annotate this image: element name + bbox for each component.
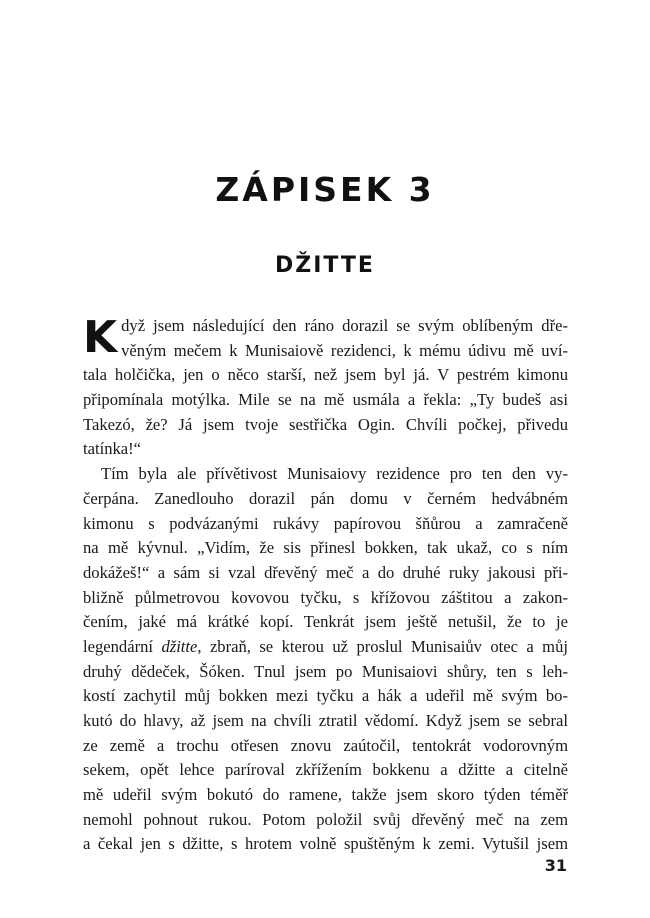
text-line: na mě kývnul. „Vidím, že sis přinesl bokken, tak ukaž, co s ním [83,538,568,558]
text-line: kutó do hlavy, až jsem na chvíli ztratil vědomí. Když jsem se sebral [83,711,568,730]
page-number: 31 [544,856,567,875]
chapter-heading: ZÁPISEK 3 [215,170,435,209]
text-line: Tím byla ale přívětivost Munisaiovy rezidence pro ten den vy- [101,464,568,484]
text-fragment: , zbraň, se kterou už proslul Munisaiův otec a můj [197,636,568,656]
text-line: kostí zachytil můj bokken mezi tyčku a hák a udeřil mě svým bo- [83,686,568,706]
text-line: druhý dědeček, Šóken. Tnul jsem po Munisaiovi shůry, ten s leh- [83,661,568,681]
text-line: kimonu s podvázanými rukávy papírovou šňůrou a zamračeně [83,513,568,533]
text-line: bližně půlmetrovou kovovou tyčku, s křížovou záštitou a zakon- [83,587,568,607]
text-line: dyž jsem následující den ráno dorazil se svým oblíbeným dře- [121,316,568,335]
drop-cap: K [83,312,118,363]
text-line: mě udeřil svým bokutó do ramene, takže jsem skoro týden téměř [83,785,568,805]
chapter-title: DŽITTE [275,253,375,278]
text-line: věným mečem k Munisaiově rezidenci, k mému údivu mě uví- [121,340,568,360]
italic-term: džitte [161,636,198,656]
text-line: sekem, opět lehce paríroval zkřížením bokkenu a džitte a citelně [83,760,568,780]
text-line [83,635,568,660]
text-fragment: legendární [83,636,162,656]
text-line: dokážeš!“ a sám si vzal dřevěný meč a do druhé ruky jakousi při- [83,562,568,582]
body-text [83,314,568,857]
text-line: čením, jaké má krátké kopí. Tenkrát jsem ještě netušil, že to je [83,612,568,632]
text-line: připomínala motýlka. Mile se na mě usmála a řekla: „Ty budeš asi [83,390,568,410]
text-line: nemohl pohnout rukou. Potom položil svůj dřevěný meč na zem [83,809,568,829]
text-line: tatínka!“ [83,439,142,459]
text-line: tala holčička, jen o něco starší, než jsem byl já. V pestrém kimonu [83,365,568,385]
text-line: čerpána. Zanedlouho dorazil pán domu v černém hedvábném [83,488,568,508]
text-line: ze země a trochu otřesen znovu zaútočil, tentokrát vodorovným [83,735,568,755]
text-line: a čekal jen s džitte, s hrotem volně spuštěným k zemi. Vytušil jsem [83,834,568,854]
text-line: Takezó, že? Já jsem tvoje sestřička Ogin. Chvíli počkej, přivedu [83,414,568,434]
